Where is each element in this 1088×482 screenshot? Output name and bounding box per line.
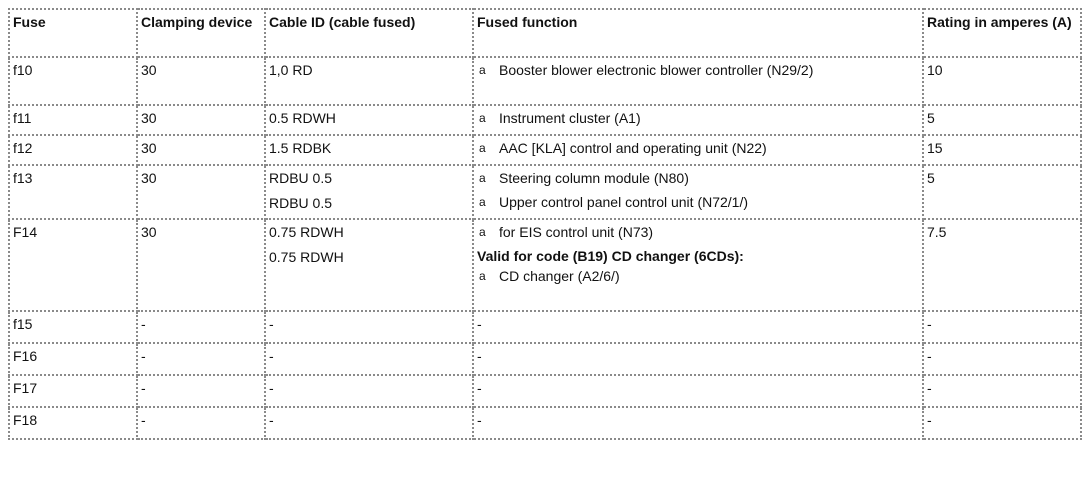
header-clamping-device: Clamping device: [137, 9, 265, 57]
fuse-cell: f10: [9, 57, 137, 105]
cable-cell: [265, 219, 473, 311]
function-item: [477, 168, 918, 188]
table-row: [9, 343, 1081, 375]
rating-cell: 5: [923, 105, 1081, 135]
cable-id: RDBU 0.5: [269, 195, 333, 211]
function-item: [477, 138, 918, 158]
bullet-icon: a: [479, 225, 486, 239]
cable-cell: [265, 105, 473, 135]
function-cell: -: [473, 407, 923, 439]
function-cell: [473, 135, 923, 165]
function-item: [477, 266, 918, 286]
bullet-icon: a: [479, 269, 486, 283]
function-text: for EIS control unit (N73): [499, 224, 654, 240]
rating-cell: -: [923, 407, 1081, 439]
rating-cell: -: [923, 311, 1081, 343]
fuse-cell: F14: [9, 219, 137, 311]
function-text: Upper control panel control unit (N72/1/): [499, 194, 749, 210]
table-row: [9, 407, 1081, 439]
clamping-cell: -: [137, 343, 265, 375]
fuse-cell: F16: [9, 343, 137, 375]
table-row: [9, 57, 1081, 105]
cable-cell: -: [265, 375, 473, 407]
table-row: [9, 375, 1081, 407]
function-text: Instrument cluster (A1): [499, 110, 641, 126]
clamping-cell: 30: [137, 135, 265, 165]
document-page: [8, 8, 1080, 440]
function-cell: [473, 105, 923, 135]
header-fused-function: Fused function: [473, 9, 923, 57]
bullet-icon: a: [479, 141, 486, 155]
clamping-cell: 30: [137, 105, 265, 135]
clamping-cell: -: [137, 311, 265, 343]
fuse-cell: F18: [9, 407, 137, 439]
rating-cell: 7.5: [923, 219, 1081, 311]
fuse-cell: f11: [9, 105, 137, 135]
cable-id: 0.75 RDWH: [269, 224, 344, 240]
bullet-icon: a: [479, 111, 486, 125]
function-text: CD changer (A2/6/): [499, 268, 620, 284]
clamping-cell: 30: [137, 165, 265, 219]
clamping-cell: -: [137, 375, 265, 407]
clamping-cell: 30: [137, 57, 265, 105]
code-condition-heading: Valid for code (B19) CD changer (6CDs):: [477, 248, 744, 264]
function-cell: -: [473, 375, 923, 407]
table-row: [9, 105, 1081, 135]
cable-id: 1.5 RDBK: [269, 140, 332, 156]
function-cell: [473, 165, 923, 219]
cable-cell: -: [265, 311, 473, 343]
table-row: [9, 311, 1081, 343]
fuse-table: [8, 8, 1082, 440]
rating-cell: 10: [923, 57, 1081, 105]
header-fuse: Fuse: [9, 9, 137, 57]
function-cell: -: [473, 311, 923, 343]
function-item: [477, 222, 918, 242]
bullet-icon: a: [479, 63, 486, 77]
fuse-cell: f12: [9, 135, 137, 165]
cable-cell: [265, 165, 473, 219]
table-row: [9, 165, 1081, 219]
cable-id: 0.5 RDWH: [269, 110, 336, 126]
function-cell: -: [473, 343, 923, 375]
cable-id: 1,0 RD: [269, 62, 313, 78]
cable-cell: [265, 57, 473, 105]
fuse-cell: F17: [9, 375, 137, 407]
table-row: [9, 135, 1081, 165]
function-item: [477, 60, 918, 80]
header-cable-id: Cable ID (cable fused): [265, 9, 473, 57]
cable-cell: -: [265, 343, 473, 375]
bullet-icon: a: [479, 171, 486, 185]
function-cell: [473, 219, 923, 311]
bullet-icon: a: [479, 195, 486, 209]
table-row: [9, 219, 1081, 311]
rating-cell: 15: [923, 135, 1081, 165]
clamping-cell: 30: [137, 219, 265, 311]
fuse-cell: f13: [9, 165, 137, 219]
function-text: Booster blower electronic blower controller (N29/2): [499, 62, 814, 78]
function-item: [477, 192, 918, 212]
function-cell: [473, 57, 923, 105]
rating-cell: 5: [923, 165, 1081, 219]
table-header-row: [9, 9, 1081, 57]
header-rating: Rating in amperes (A): [923, 9, 1081, 57]
clamping-cell: -: [137, 407, 265, 439]
cable-cell: [265, 135, 473, 165]
fuse-cell: f15: [9, 311, 137, 343]
function-item: [477, 108, 918, 128]
function-text: Steering column module (N80): [499, 170, 689, 186]
rating-cell: -: [923, 375, 1081, 407]
function-text: AAC [KLA] control and operating unit (N22): [499, 140, 767, 156]
cable-id: 0.75 RDWH: [269, 249, 344, 265]
rating-cell: -: [923, 343, 1081, 375]
cable-id: RDBU 0.5: [269, 170, 333, 186]
cable-cell: -: [265, 407, 473, 439]
